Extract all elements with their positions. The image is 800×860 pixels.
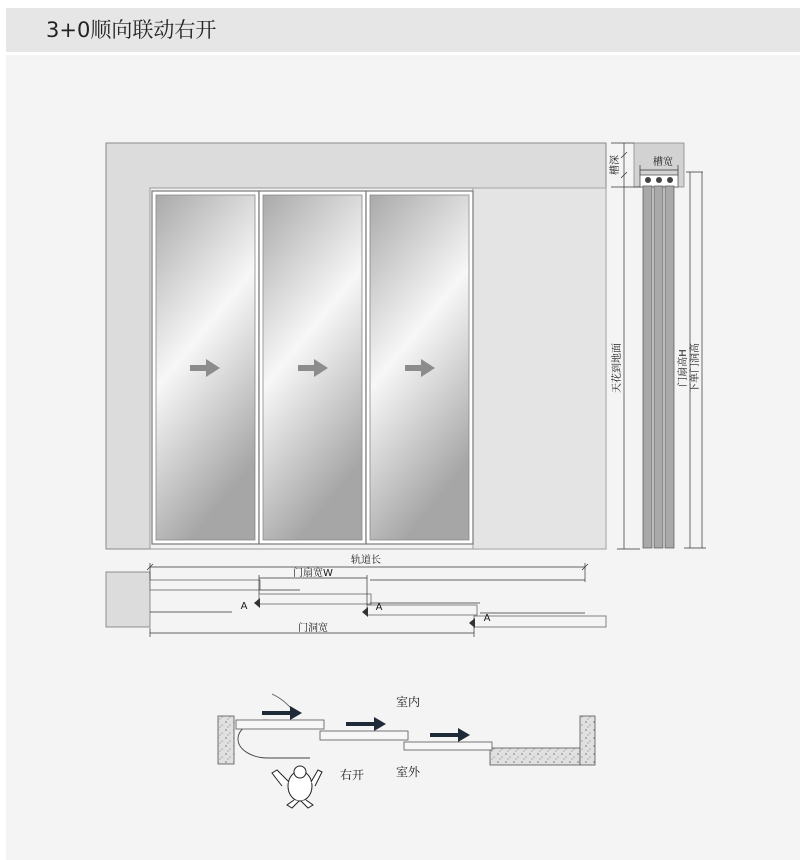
open-right-label: 右开	[339, 768, 365, 782]
plan-pocket	[474, 616, 606, 627]
arrow-right-icon	[262, 706, 302, 720]
arrow-right-icon	[346, 717, 386, 731]
section-mark-label: A	[375, 602, 383, 613]
page-title: 3+0顺向联动右开	[46, 18, 217, 42]
arrow-right-icon	[430, 728, 470, 742]
schematic-leaf-3	[404, 742, 492, 750]
opening-width-label: 门洞宽	[298, 623, 328, 634]
plan-view	[106, 553, 606, 637]
leaf-height-label: 门扇高H	[678, 349, 689, 387]
wall-stub	[106, 572, 150, 627]
schematic-leaf-1	[236, 720, 324, 729]
groove-width-label: 槽宽	[653, 157, 673, 168]
leaf-section	[654, 186, 663, 548]
section-mark-label: A	[240, 601, 248, 612]
section-mark-label: A	[483, 613, 491, 624]
plan-leaf-1	[150, 580, 260, 590]
right-wall-section	[580, 716, 595, 765]
groove-depth-label: 槽深	[610, 155, 621, 175]
operation-schematic	[218, 694, 595, 808]
plan-leaf-2	[259, 594, 371, 604]
ceiling-to-floor-label: 天花到地面	[612, 343, 623, 393]
pocket-wall	[473, 188, 606, 549]
indoor-label: 室内	[395, 695, 421, 709]
elevation-view	[106, 143, 606, 549]
plan-leaf-3	[367, 605, 477, 615]
outdoor-label: 室外	[395, 765, 421, 779]
leaf-section	[643, 186, 652, 548]
floor-section	[490, 748, 580, 765]
leaf-section	[665, 186, 674, 548]
leaf-width-label: 门扇宽W	[293, 568, 333, 579]
lower-opening-height-label: 下单门洞高	[690, 343, 701, 393]
left-wall-section	[218, 716, 234, 764]
side-section-view	[608, 143, 706, 549]
track-length-label: 轨道长	[351, 555, 381, 566]
schematic-leaf-2	[320, 731, 408, 740]
person-icon	[272, 766, 322, 808]
